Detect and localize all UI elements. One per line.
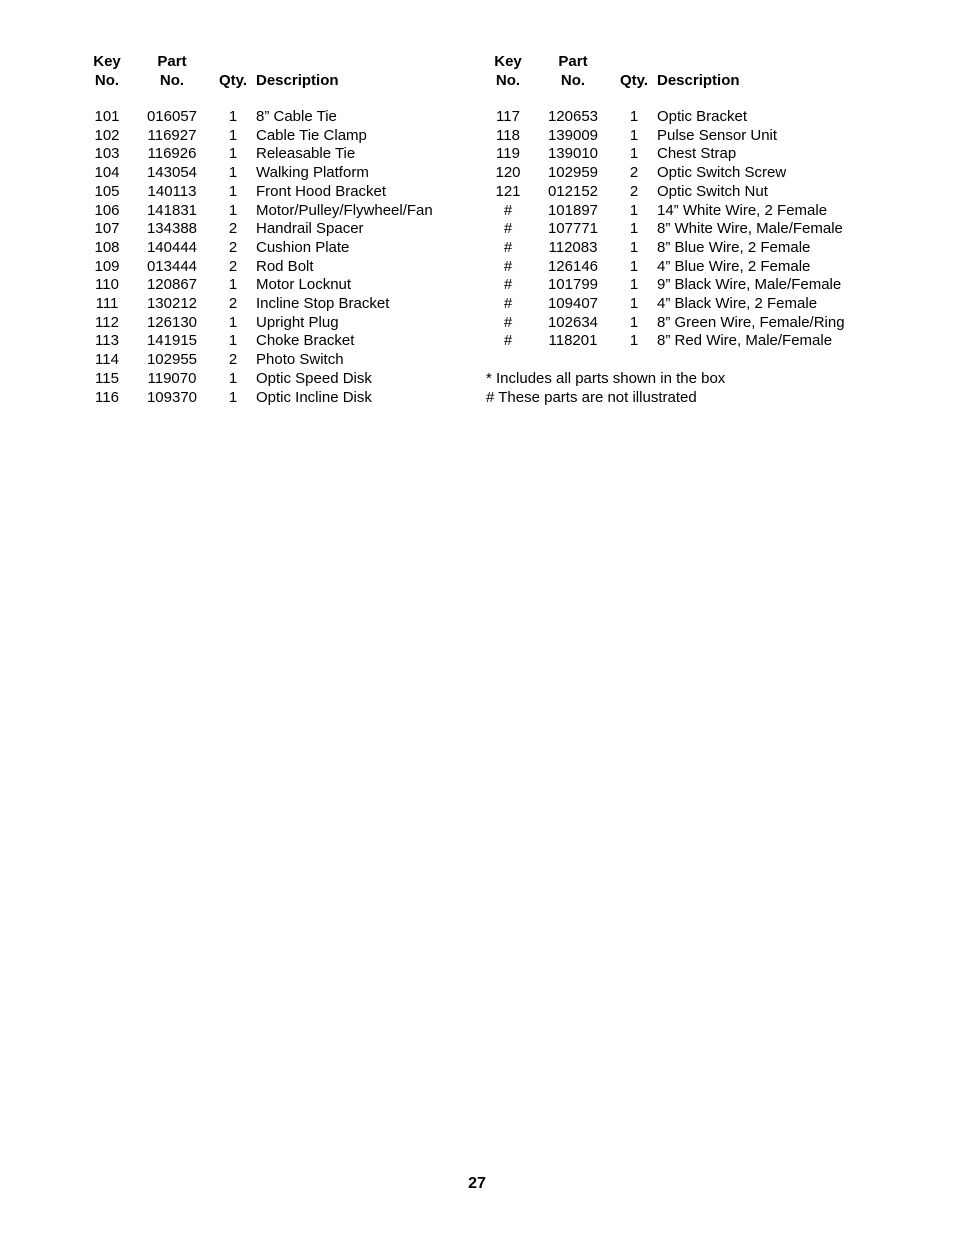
part-number: 101799 [547, 276, 599, 294]
quantity: 1 [228, 332, 238, 350]
quantity: 2 [228, 238, 238, 256]
part-number: 139010 [547, 145, 599, 163]
description: Optic Switch Nut [657, 182, 768, 200]
table-row [80, 108, 433, 127]
table-row [80, 276, 433, 295]
part-number: 143054 [146, 164, 198, 182]
key-number: 115 [95, 369, 119, 387]
quantity: 1 [629, 108, 639, 125]
description: Optic Bracket [657, 108, 748, 125]
key-number: # [503, 220, 513, 238]
table-row [481, 108, 845, 127]
quantity: 2 [228, 351, 238, 369]
quantity: 2 [629, 164, 639, 182]
description: Cushion Plate [256, 238, 350, 256]
description: Releasable Tie [256, 145, 356, 163]
description: Cable Tie Clamp [256, 126, 367, 144]
table-row [481, 202, 845, 221]
key-number: 104 [94, 164, 120, 182]
part-number: 109370 [146, 388, 198, 406]
table-row [80, 370, 433, 389]
description: Optic Speed Disk [256, 369, 372, 387]
table-row [80, 202, 433, 221]
part-number: 120653 [547, 108, 599, 125]
key-number: # [503, 238, 513, 256]
part-number: 126130 [146, 313, 198, 331]
key-number: 112 [95, 313, 119, 331]
quantity: 1 [228, 182, 238, 200]
description: 8” White Wire, Male/Female [657, 220, 843, 238]
quantity: 1 [629, 276, 639, 294]
quantity: 1 [629, 201, 639, 219]
quantity: 1 [228, 126, 238, 144]
table-row [481, 332, 845, 351]
part-number: 119070 [147, 369, 197, 387]
quantity: 2 [228, 257, 238, 275]
quantity: 2 [228, 220, 238, 238]
part-number: 102634 [547, 313, 599, 331]
table-row [481, 314, 845, 333]
part-number: 112083 [548, 238, 598, 256]
quantity: 1 [629, 145, 639, 163]
quantity: 1 [629, 295, 639, 313]
part-number: 139009 [547, 126, 599, 144]
table-row [481, 295, 845, 314]
key-number: 102 [94, 126, 120, 144]
description: 9” Black Wire, Male/Female [657, 276, 842, 294]
table-row [80, 258, 433, 277]
description: Motor Locknut [256, 276, 352, 294]
key-number: 118 [496, 126, 520, 144]
key-number: 116 [95, 388, 119, 406]
part-number: 102959 [547, 164, 599, 182]
quantity: 1 [228, 369, 238, 387]
description: Motor/Pulley/Flywheel/Fan [256, 201, 433, 219]
parts-table-right [481, 53, 845, 351]
description: Front Hood Bracket [256, 182, 387, 200]
table-row [80, 164, 433, 183]
key-number: 108 [94, 238, 120, 256]
parts-list-right [481, 53, 845, 351]
key-number: 110 [95, 276, 119, 294]
quantity: 1 [228, 276, 238, 294]
table-row [80, 239, 433, 258]
description: Pulse Sensor Unit [657, 126, 778, 144]
key-number: # [503, 313, 513, 331]
key-number: 114 [95, 351, 119, 369]
table-row [80, 295, 433, 314]
header-description: Description [256, 72, 339, 89]
part-number: 107771 [547, 220, 599, 238]
part-number: 118201 [548, 332, 598, 350]
part-number: 013444 [146, 257, 198, 275]
part-number: 140113 [147, 182, 197, 200]
key-number: 107 [94, 220, 120, 238]
header-part-no: No. [159, 72, 185, 89]
part-number: 130212 [146, 295, 198, 313]
header-qty: Qty. [218, 72, 248, 89]
table-row [80, 145, 433, 164]
description: Walking Platform [256, 164, 369, 182]
key-number: 106 [94, 201, 120, 219]
quantity: 2 [228, 295, 238, 313]
description: Upright Plug [256, 313, 339, 331]
quantity: 1 [629, 313, 639, 331]
key-number: # [503, 332, 513, 350]
part-number: 141915 [146, 332, 198, 350]
key-number: 120 [495, 164, 521, 182]
part-number: 140444 [146, 238, 198, 256]
description: 4” Blue Wire, 2 Female [657, 257, 811, 275]
description: 8” Red Wire, Male/Female [657, 332, 833, 350]
header-description: Description [657, 72, 740, 89]
table-row [80, 127, 433, 146]
table-row [80, 220, 433, 239]
parts-table-left [80, 53, 433, 407]
table-row [481, 183, 845, 202]
part-number: 101897 [547, 201, 599, 219]
quantity: 1 [629, 126, 639, 144]
table-row [80, 314, 433, 333]
part-number: 012152 [547, 182, 599, 200]
table-row [80, 351, 433, 370]
header-key: Key [93, 53, 121, 70]
parts-list-left [80, 53, 433, 407]
key-number: 103 [94, 145, 120, 163]
footnote-not-illustrated: # These parts are not illustrated [486, 388, 697, 406]
quantity: 1 [629, 238, 639, 256]
key-number: 105 [94, 182, 120, 200]
quantity: 1 [228, 145, 238, 163]
table-row [481, 145, 845, 164]
description: Incline Stop Bracket [256, 295, 390, 313]
key-number: # [503, 295, 513, 313]
part-number: 116927 [147, 126, 197, 144]
part-number: 126146 [547, 257, 599, 275]
key-number: 119 [496, 145, 520, 163]
quantity: 1 [629, 332, 639, 350]
table-row [80, 389, 433, 408]
header-part: Part [157, 53, 187, 70]
quantity: 1 [228, 388, 238, 406]
quantity: 1 [228, 313, 238, 331]
header-key-no: No. [94, 72, 120, 89]
description: Optic Incline Disk [256, 388, 372, 406]
header-part-no: No. [560, 72, 586, 89]
description: 8” Cable Tie [256, 108, 337, 125]
description: 8” Blue Wire, 2 Female [657, 238, 811, 256]
parts-rows-left [80, 108, 433, 407]
header-qty: Qty. [619, 72, 649, 89]
key-number: 111 [95, 295, 119, 313]
quantity: 1 [629, 257, 639, 275]
table-row [80, 332, 433, 351]
part-number: 141831 [146, 201, 198, 219]
part-number: 016057 [146, 108, 198, 125]
key-number: # [503, 276, 513, 294]
key-number: 113 [95, 332, 119, 350]
table-row [481, 220, 845, 239]
description: Photo Switch [256, 351, 344, 369]
description: 8” Green Wire, Female/Ring [657, 313, 845, 331]
header-key: Key [494, 53, 522, 70]
description: Rod Bolt [256, 257, 314, 275]
page-number: 27 [468, 1175, 486, 1192]
description: Chest Strap [657, 145, 737, 163]
key-number: 121 [495, 182, 521, 200]
table-row [80, 183, 433, 202]
quantity: 1 [228, 201, 238, 219]
table-row [481, 276, 845, 295]
key-number: 101 [94, 108, 120, 125]
table-row [481, 127, 845, 146]
table-row [481, 258, 845, 277]
part-number: 109407 [547, 295, 599, 313]
quantity: 2 [629, 182, 639, 200]
quantity: 1 [629, 220, 639, 238]
table-row [481, 239, 845, 258]
part-number: 134388 [146, 220, 198, 238]
footnote-included: * Includes all parts shown in the box [486, 370, 726, 387]
key-number: # [503, 201, 513, 219]
description: Optic Switch Screw [657, 164, 787, 182]
quantity: 1 [228, 164, 238, 182]
key-number: # [503, 257, 513, 275]
part-number: 102955 [146, 351, 198, 369]
part-number: 116926 [147, 145, 197, 163]
quantity: 1 [228, 108, 238, 125]
part-number: 120867 [146, 276, 198, 294]
parts-rows-right [481, 108, 845, 351]
footnotes [486, 370, 725, 407]
table-row [481, 164, 845, 183]
key-number: 117 [496, 108, 520, 125]
description: 4” Black Wire, 2 Female [657, 295, 818, 313]
header-part: Part [558, 53, 588, 70]
key-number: 109 [94, 257, 120, 275]
description: Handrail Spacer [256, 220, 364, 238]
header-key-no: No. [495, 72, 521, 89]
description: 14” White Wire, 2 Female [657, 201, 828, 219]
description: Choke Bracket [256, 332, 355, 350]
